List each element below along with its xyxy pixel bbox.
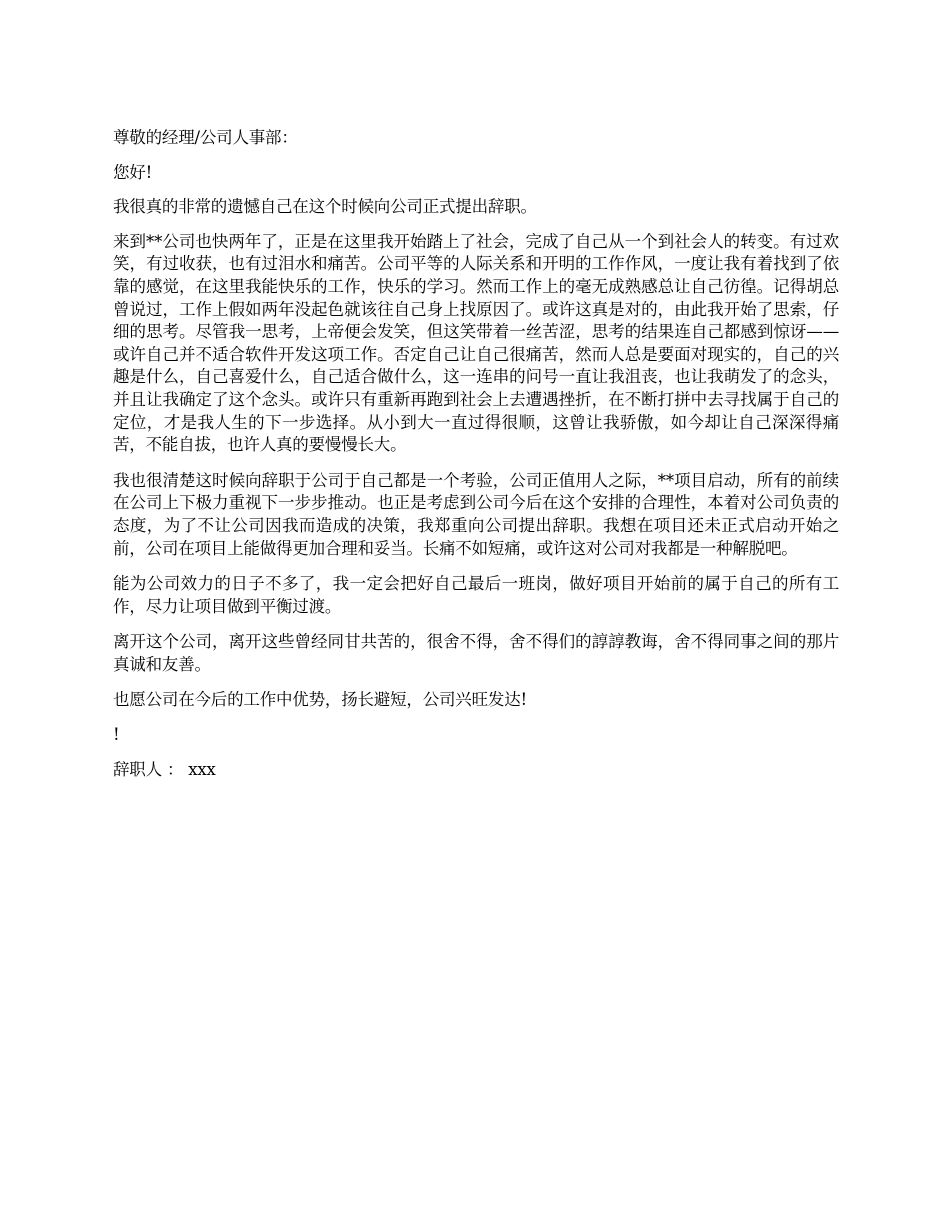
- paragraph-reasons: 来到**公司也快两年了，正是在这里我开始踏上了社会，完成了自己从一个到社会人的转变。有过欢笑，有过收获，也有过泪水和痛苦。公司平等的人际关系和开明的工作作风，一度让我有着找到了依靠的感觉，在这里我能快乐的工作，快乐的学习。然而工作上的毫无成熟感总让自己彷徨。记得胡总曾说过，工作上假如两年没起色就该往自己身上找原因了。或许这真是对的，由此我开始了思索，仔细的思考。尽管我一思考，上帝便会发笑，但这笑带着一丝苦涩，思考的结果连自己都感到惊讶——或许自己并不适合软件开发这项工作。否定自己让自己很痛苦，然而人总是要面对现实的，自己的兴趣是什么，自己喜爱什么，自己适合做什么，这一连串的问号一直让我沮丧，也让我萌发了的念头，并且让我确定了这个念头。或许只有重新再跑到社会上去遭遇挫折，在不断打拼中去寻找属于自己的定位，才是我人生的下一步选择。从小到大一直过得很顺，这曾让我骄傲，如今却让自己深深得痛苦，不能自拔，也许人真的要慢慢长大。: [113, 231, 839, 455]
- paragraph-wishes: 也愿公司在今后的工作中优势，扬长避短，公司兴旺发达!: [113, 690, 527, 710]
- salutation: 尊敬的经理/公司人事部：: [113, 128, 298, 147]
- signature: 辞职人 ： xxx: [113, 759, 216, 779]
- paragraph-handover: 能为公司效力的日子不多了，我一定会把好自己最后一班岗，做好项目开始前的属于自己的所有工作，尽力让项目做到平衡过渡。: [113, 574, 839, 616]
- exclamation-line: !: [113, 725, 120, 745]
- greeting: 您好!: [113, 162, 153, 182]
- paragraph-timing: 我也很清楚这时候向辞职于公司于自己都是一个考验，公司正值用人之际，**项目启动，所有的前续在公司上下极力重视下一步步推动。也正是考虑到公司今后在这个安排的合理性，本着对公司负责的态度，为了不让公司因我而造成的决策，我郑重向公司提出辞职。我想在项目还未正式启动开始之前，公司在项目上能做得更加合理和妥当。长痛不如短痛，或许这对公司对我都是一种解脱吧。: [113, 470, 839, 558]
- opening-paragraph: 我很真的非常的遗憾自己在这个时候向公司正式提出辞职。: [113, 197, 537, 217]
- letter-body: [113, 127, 839, 793]
- paragraph-farewell: 离开这个公司，离开这些曾经同甘共苦的，很舍不得，舍不得们的諄諄教诲，舍不得同事之间的那片真诚和友善。: [113, 632, 839, 674]
